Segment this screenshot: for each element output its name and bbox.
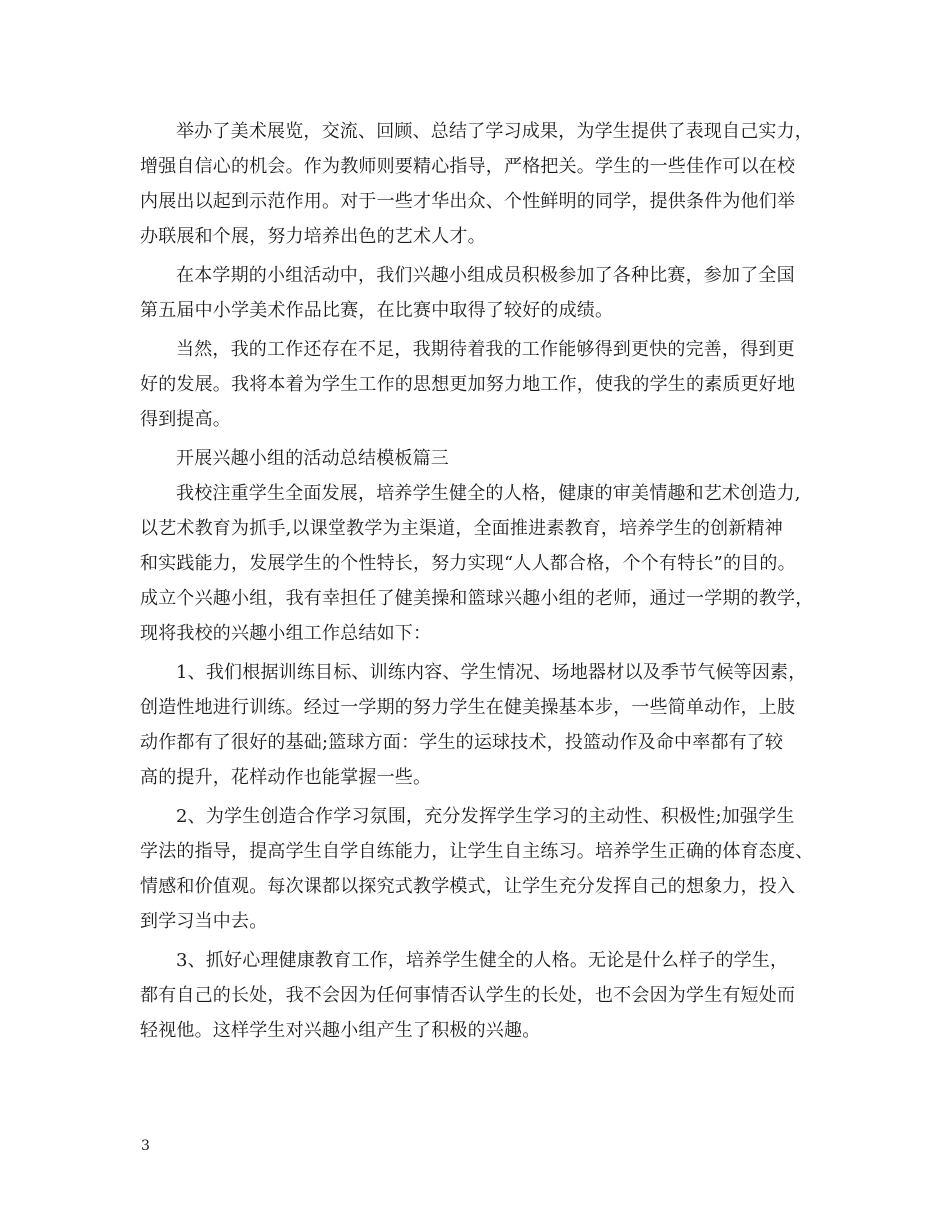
paragraph-line: 第五届中小学美术作品比赛，在比赛中取得了较好的成绩。 <box>140 300 614 321</box>
page-number: 3 <box>141 1138 150 1154</box>
paragraph-line: 在本学期的小组活动中，我们兴趣小组成员积极参加了各种比赛，参加了全国 <box>176 265 795 286</box>
paragraph-line: 学法的指导，提高学生自学自练能力，让学生自主练习。培养学生正确的体育态度、 <box>140 841 814 862</box>
paragraph-line: 3、抓好心理健康教育工作，培养学生健全的人格。无论是什么样子的学生， <box>176 950 789 971</box>
paragraph-line: 得到提高。 <box>140 409 231 430</box>
paragraph-line: 动作都有了很好的基础;篮球方面：学生的运球技术，投篮动作及命中率都有了较 <box>140 732 784 753</box>
paragraph-line: 好的发展。我将本着为学生工作的思想更加努力地工作，使我的学生的素质更好地 <box>140 374 796 395</box>
paragraph-line: 高的提升，花样动作也能掌握一些。 <box>140 767 432 788</box>
paragraph-line: 1、我们根据训练目标、训练内容、学生情况、场地器材以及季节气候等因素， <box>176 662 807 683</box>
paragraph-line: 当然，我的工作还存在不足，我期待着我的工作能够得到更快的完善，得到更 <box>176 339 795 360</box>
paragraph-line: 到学习当中去。 <box>140 911 268 932</box>
paragraph-line: 以艺术教育为抓手,以课堂教学为主渠道，全面推进素教育，培养学生的创新精神 <box>140 518 783 539</box>
paragraph-line: 现将我校的兴趣小组工作总结如下： <box>140 623 432 644</box>
paragraph-line: 举办了美术展览，交流、回顾、总结了学习成果，为学生提供了表现自己实力， <box>176 121 813 142</box>
paragraph-line: 都有自己的长处，我不会因为任何事情否认学生的长处，也不会因为学生有短处而 <box>140 985 796 1006</box>
paragraph-line: 和实践能力，发展学生的个性特长，努力实现“人人都合格，个个有特长”的目的。 <box>140 553 796 574</box>
paragraph-line: 创造性地进行训练。经过一学期的努力学生在健美操基本步，一些简单动作，上肢 <box>140 697 796 718</box>
paragraph-line: 2、为学生创造合作学习氛围，充分发挥学生学习的主动性、积极性;加强学生 <box>176 806 795 827</box>
paragraph-line: 办联展和个展，努力培养出色的艺术人才。 <box>140 226 486 247</box>
section-heading: 开展兴趣小组的活动总结模板篇三 <box>176 448 449 469</box>
paragraph-line: 增强自信心的机会。作为教师则要精心指导，严格把关。学生的一些佳作可以在校 <box>140 156 796 177</box>
paragraph-line: 轻视他。这样学生对兴趣小组产生了积极的兴趣。 <box>140 1020 541 1041</box>
paragraph-line: 成立个兴趣小组，我有幸担任了健美操和篮球兴趣小组的老师，通过一学期的教学， <box>140 588 814 609</box>
paragraph-line: 情感和价值观。每次课都以探究式教学模式，让学生充分发挥自己的想象力，投入 <box>140 876 796 897</box>
paragraph-line: 内展出以起到示范作用。对于一些才华出众、个性鲜明的同学，提供条件为他们举 <box>140 191 796 212</box>
paragraph-line: 我校注重学生全面发展，培养学生健全的人格，健康的审美情趣和艺术创造力, <box>176 483 801 504</box>
